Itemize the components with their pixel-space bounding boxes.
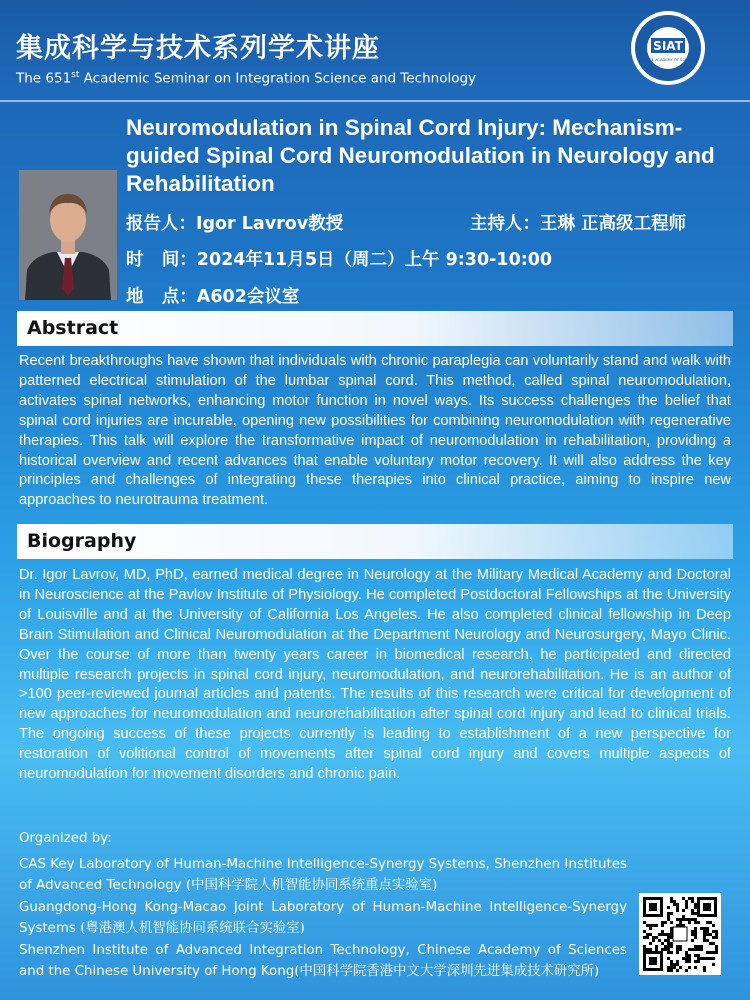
series-subtitle [16,70,476,87]
biography-text: Dr. Igor Lavrov, MD, PhD, earned medical degree in Neurology at the Military Medical Academy and Doctoral in Neuroscience at the Pavlov Institute of Physiology. He completed Postdoctoral Fellowships at the University of Louisville and at the University of California Los Angeles. He also completed clinical fellowship in Deep Brain Stimulation and Clinical Neuromodulation at the Department Neurology and Neurosurgery, Mayo Clinic. Over the course of more than twenty years career in biomedical research, he participated and directed multiple research projects in spinal cord injury, neuromodulation, and neurorehabilitation. He is an author of >100 peer-reviewed journal articles and patents. The results of this research were critical for development of new approaches for neuromodulation and neurorehabilitation after spinal cord injury and lead to clinical trials. The ongoing success of these projects currently is leading to establishment of a new perspective for restoration of volitional control of movements after spinal cord injury and covers multiple aspects of neuromodulation for movement disorders and chronic pain. [19,567,731,783]
subtitle-suffix: Academic Seminar on Integration Science and Technology [79,70,477,87]
organizer-item: CAS Key Laboratory of Human-Machine Intelligence-Synergy Systems, Shenzhen Institutes of Advanced Technology (中国科学院人机智能协同系统重点实验室) [19,857,627,893]
logo-small-text: CHINESE ACADEMY OF SCIENCES [638,58,698,62]
subtitle-prefix: The 651 [16,70,72,87]
qr-code[interactable] [639,893,721,975]
organizers-heading: Organized by: [19,831,112,846]
header-divider [0,100,750,102]
place-line: 地 点：A602会议室 [126,287,300,307]
abstract-heading-bar [17,311,733,346]
siat-logo [630,10,706,86]
organizer-item: Shenzhen Institute of Advanced Integration Technology, Chinese Academy of Sciences and the Chinese University of Hong Kong(中国科学院香港中文大学深圳先进集成技术研究所) [19,943,627,979]
abstract-text: Recent breakthroughs have shown that individuals with chronic paraplegia can voluntarily stand and walk with patterned electrical stimulation of the lumbar spinal cord. This method, called spinal neuromodulation, activates spinal networks, enhancing motor function in novel ways. Its success challenges the belief that spinal cord injuries are incurable, opening new possibilities for combining neuromodulation with regenerative therapies. This talk will explore the transformative impact of neuromodulation in rehabilitation, providing a historical overview and recent advances that enable voluntary motor recovery. It will also address the key principles and challenges of integrating these therapies into clinical practice, aiming to inspire new approaches to neurotrauma treatment. [19,353,731,509]
speaker-photo [19,170,117,300]
organizer-item: Guangdong-Hong Kong-Macao Joint Laboratory of Human-Machine Intelligence-Synergy Systems (粤港澳人机智能协同系统联合实验室) [19,900,627,936]
speaker-line: 报告人：Igor Lavrov教授 [126,214,344,234]
host-line: 主持人：王琳 正高级工程师 [470,214,687,234]
time-line: 时 间：2024年11月5日（周二）上午 9:30-10:00 [126,250,553,270]
series-title: 集成科学与技术系列学术讲座 [16,33,380,64]
talk-title: Neuromodulation in Spinal Cord Injury: Mechanism-guided Spinal Cord Neuromodulation in Neurology and Rehabilitation [126,115,715,196]
logo-wordmark: SIAT [653,39,683,53]
biography-heading: Biography [27,530,137,552]
speaker-portrait-illustration [19,170,117,300]
subtitle-ordinal-suffix: st [71,70,80,80]
biography-heading-bar [17,524,733,559]
abstract-heading: Abstract [27,317,119,339]
